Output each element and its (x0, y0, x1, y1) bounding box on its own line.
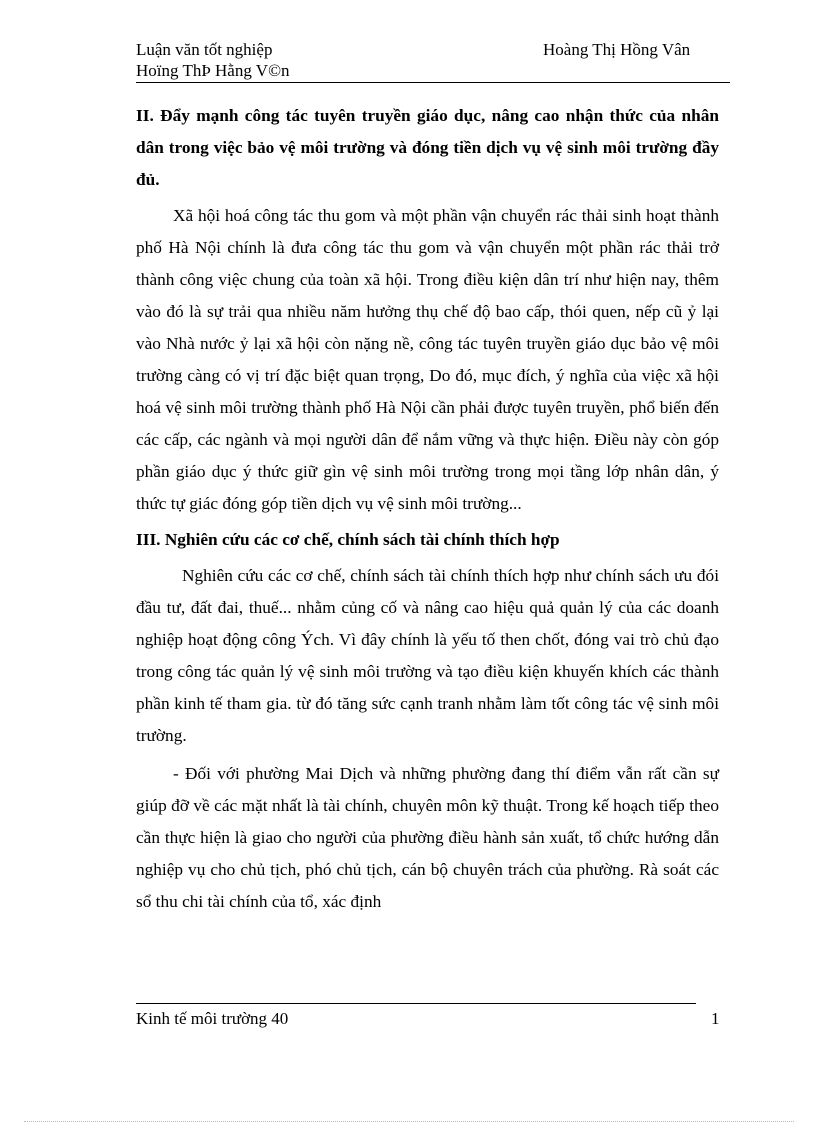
header-author-garbled: Hoïng ThÞ Hằng V©n (136, 61, 290, 80)
section-2-heading: II. Đẩy mạnh công tác tuyên truyền giáo dục, nâng cao nhận thức của nhân dân trong việc bảo vệ môi trường và đóng tiền dịch vụ vệ sinh môi trường đầy đủ. (136, 106, 719, 189)
document-body (136, 100, 719, 918)
header-divider (136, 82, 730, 83)
footer-course-label: Kinh tế môi trường 40 (136, 1009, 289, 1028)
header-author-name: Hoàng Thị Hồng Vân (543, 40, 691, 59)
section-3-paragraph-1: Nghiên cứu các cơ chế, chính sách tài chính thích hợp như chính sách ưu đói đầu tư, đất đai, thuế... nhằm củng cố và nâng cao hiệu quả quản lý của các doanh nghiệp hoạt động công Ých. Vì đây chính là yếu tố then chốt, đóng vai trò chủ đạo trong công tác quản lý vệ sinh môi trường và tạo điều kiện khuyến khích các thành phần kinh tế tham gia. từ đó tăng sức cạnh tranh nhằm làm tốt công tác vệ sinh môi trường. (136, 566, 719, 745)
section-3-paragraph-2: - Đối với phường Mai Dịch và những phường đang thí điểm vẫn rất cần sự giúp đỡ về các mặt nhất là tài chính, chuyên môn kỹ thuật. Trong kế hoạch tiếp theo cần thực hiện là giao cho người của phường điều hành sản xuất, tổ chức hướng dẫn nghiệp vụ cho chủ tịch, phó chủ tịch, cán bộ chuyên trách của phường. Rà soát các sổ thu chi tài chính của tổ, xác định (136, 764, 719, 911)
footer-divider (136, 1003, 696, 1004)
page-bottom-boundary (24, 1121, 794, 1122)
section-3-heading: III. Nghiên cứu các cơ chế, chính sách tài chính thích hợp (136, 530, 560, 549)
header-thesis-title: Luận văn tốt nghiệp (136, 40, 273, 59)
footer-page-number: 1 (711, 1009, 720, 1028)
section-2-paragraph: Xã hội hoá công tác thu gom và một phần vận chuyển rác thải sinh hoạt thành phố Hà Nội chính là đưa công tác thu gom và vận chuyển một phần rác thải trở thành công việc chung của toàn xã hội. Trong điều kiện dân trí như hiện nay, thêm vào đó là sự trải qua nhiều năm hưởng thụ chế độ bao cấp, thói quen, nếp cũ ỷ lại vào Nhà nước ỷ lại xã hội còn nặng nề, công tác tuyên truyền giáo dục bảo vệ môi trường càng có vị trí đặc biệt quan trọng, Do đó, mục đích, ý nghĩa của việc xã hội hoá vệ sinh môi trường thành phố Hà Nội cần phải được tuyên truyền, phổ biến đến các cấp, các ngành và mọi người dân để nắm vững và thực hiện. Điều này còn góp phần giáo dục ý thức giữ gìn vệ sinh môi trường trong mọi tầng lớp nhân dân, ý thức tự giác đóng góp tiền dịch vụ vệ sinh môi trường... (136, 206, 719, 513)
